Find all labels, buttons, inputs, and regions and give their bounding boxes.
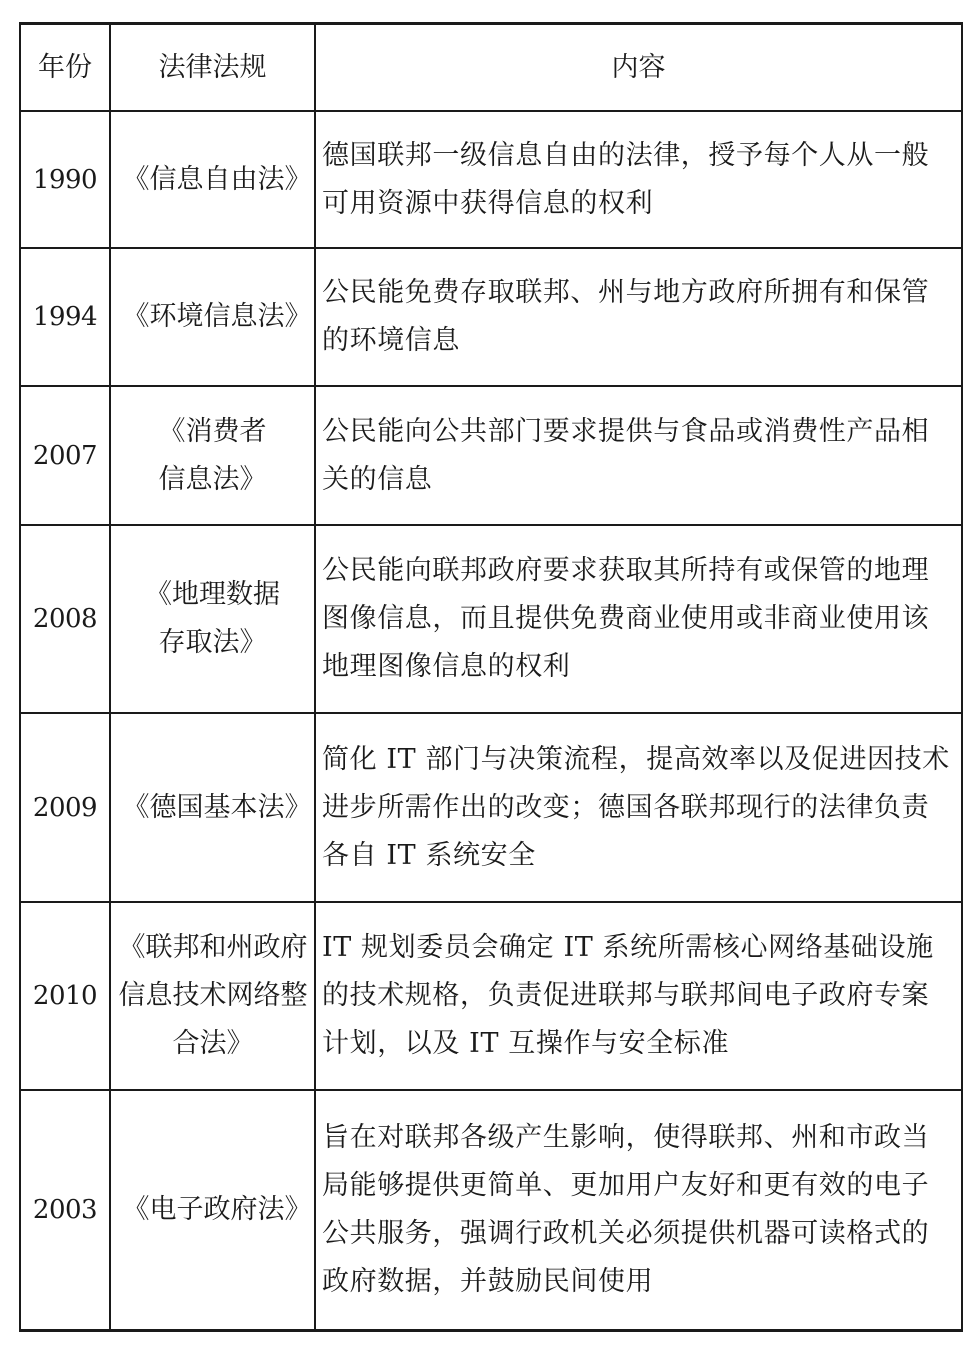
law-name: 《消费者信息法》 — [158, 415, 267, 495]
cell-law — [110, 386, 315, 525]
table-row — [20, 525, 962, 713]
table-row — [20, 248, 962, 386]
cell-law — [110, 111, 315, 248]
cell-content: 公民能向公共部门要求提供与食品或消费性产品相关的信息 — [315, 386, 962, 525]
cell-law — [110, 713, 315, 902]
cell-content: 公民能免费存取联邦、州与地方政府所拥有和保管的环境信息 — [315, 248, 962, 386]
cell-content: 简化 IT 部门与决策流程，提高效率以及促进因技术进步所需作出的改变；德国各联邦现行的法律负责各自 IT 系统安全 — [315, 713, 962, 902]
table-row — [20, 713, 962, 902]
table-row — [20, 386, 962, 525]
cell-content: 旨在对联邦各级产生影响，使得联邦、州和市政当局能够提供更简单、更加用户友好和更有效的电子公共服务，强调行政机关必须提供机器可读格式的政府数据，并鼓励民间使用 — [315, 1090, 962, 1331]
cell-year: 2008 — [20, 525, 110, 713]
header-year: 年份 — [20, 24, 110, 112]
table-row — [20, 111, 962, 248]
cell-law — [110, 525, 315, 713]
law-name: 《德国基本法》 — [122, 791, 312, 823]
cell-law — [110, 902, 315, 1090]
cell-law — [110, 1090, 315, 1331]
cell-content: 公民能向联邦政府要求获取其所持有或保管的地理图像信息，而且提供免费商业使用或非商业使用该地理图像信息的权利 — [315, 525, 962, 713]
cell-year: 2010 — [20, 902, 110, 1090]
table-row — [20, 902, 962, 1090]
law-name: 《联邦和州政府信息技术网络整合法》 — [118, 932, 308, 1059]
german-law-table — [19, 22, 963, 1332]
cell-year: 2007 — [20, 386, 110, 525]
cell-law — [110, 248, 315, 386]
law-name: 《环境信息法》 — [122, 301, 312, 332]
cell-year: 1990 — [20, 111, 110, 248]
cell-year: 1994 — [20, 248, 110, 386]
header-content: 内容 — [315, 24, 962, 112]
law-name: 《信息自由法》 — [122, 163, 312, 195]
table-header-row — [20, 24, 962, 112]
header-law: 法律法规 — [110, 24, 315, 112]
law-name: 《电子政府法》 — [122, 1194, 312, 1225]
cell-content: IT 规划委员会确定 IT 系统所需核心网络基础设施的技术规格，负责促进联邦与联邦间电子政府专案计划，以及 IT 互操作与安全标准 — [315, 902, 962, 1090]
cell-year: 2003 — [20, 1090, 110, 1331]
table-row — [20, 1090, 962, 1331]
law-name: 《地理数据存取法》 — [145, 579, 280, 658]
cell-year: 2009 — [20, 713, 110, 902]
cell-content: 德国联邦一级信息自由的法律，授予每个人从一般可用资源中获得信息的权利 — [315, 111, 962, 248]
